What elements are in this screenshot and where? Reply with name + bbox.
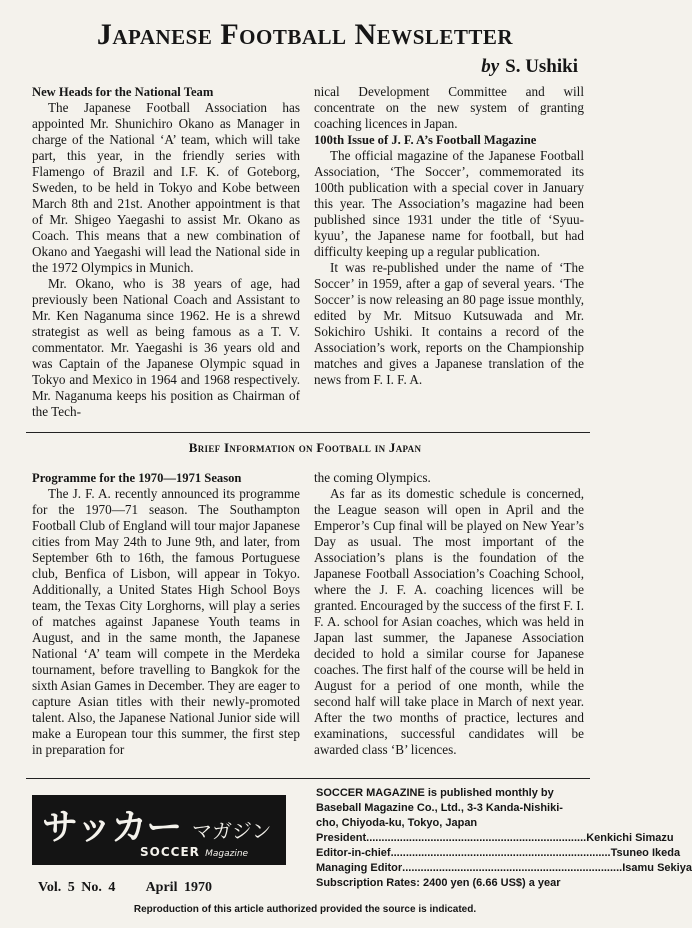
publisher-line: Baseball Magazine Co., Ltd., 3-3 Kanda-Nishiki- <box>316 802 563 814</box>
paragraph: As far as its domestic schedule is concerned, the League season will open in April and the Emperor’s Cup final will be played on New Year’s Day as usual. The most important of the Association’s plans is the foundation of the Japanese Football Association’s Coaching School, where the J. F. A. coaching licences will be granted. Encouraged by the success of the first F. I. F. A. school for Asian coaches, which was held in Japan last summer, the Japanese Association decided to hold a similar course for Japanese coaches. The first half of the course will be held in August for a period of one month, while the second half will take place in March of next year. After the two months of practice, lectures and examinations, successful candidates will be awarded class ‘B’ licences. <box>314 486 584 757</box>
article-heading: Programme for the 1970—1971 Season <box>32 471 242 485</box>
publisher-info <box>316 786 692 891</box>
article-heading: 100th Issue of J. F. A’s Football Magazine <box>314 133 537 147</box>
subscription-value: 2400 yen (6.66 US$) a year <box>422 877 561 889</box>
logo-brand-suffix: Magazine <box>205 849 249 859</box>
article-heading: New Heads for the National Team <box>32 85 214 99</box>
logo-kana: サッカー <box>42 807 182 848</box>
subscription-row <box>316 876 590 891</box>
issue-date: April 1970 <box>145 880 212 895</box>
paragraph: The Japanese Football Association has appointed Mr. Shunichiro Okano as Manager in charge of the National ‘A’ team, which will take part, this year, in the friendly series with Flamengo of Brazil and I.F. K. of Goteborg, Sweden, to be held in Tokyo and Kobe between March 8th and 21st. Another appointment is that of Mr. Shigeo Yaegashi to assist Mr. Okano as Coach. This means that a new combination of Okano and Yaegashi will lead the National side in the 1972 Olympics in Munich. <box>32 100 300 275</box>
subscription-label: Subscription Rates: <box>316 877 420 889</box>
staff-row: Managing Editor ........................................................................ Isamu Sekiya <box>316 862 692 874</box>
staff-row: Editor-in-chief ........................................................................ Tsuneo Ikeda <box>316 847 681 859</box>
divider <box>26 432 590 433</box>
publisher-line: SOCCER MAGAZINE is published monthly by <box>316 787 554 799</box>
paragraph: The J. F. A. recently announced its programme for the 1970—71 season. The Southampton Football Club of England will tour major Japanese cities from May 24th to June 9th, and later, from September 6th to 16th, the famous Portuguese club, Benfica of Lisbon, will appear in Tokyo. Additionally, a United States High School Boys team, the Texas City Lorghorns, will play a series of matches against Japanese Youth teams in August, and in the same month, the Japanese National ‘A’ team will compete in the Merdeka tournament, before travelling to Bangkok for the sixth Asian Games in December. They are eager to capture Asian titles with their newly-promoted talent. Also, the Japanese National Junior side will make a European tour this summer, the first step in preparation for <box>32 486 300 757</box>
byline-prefix: by <box>481 56 500 77</box>
logo-brand-name: SOCCER <box>140 845 200 859</box>
byline-author: S. Ushiki <box>505 56 578 77</box>
staff-name: Isamu Sekiya <box>622 862 692 874</box>
issue-line <box>38 880 212 896</box>
paragraph-continued: nical Development Committee and will concentrate on the new system of granting coaching licences in Japan. <box>314 84 584 131</box>
divider <box>26 778 590 779</box>
logo-brand <box>140 845 248 859</box>
staff-name: Kenkichi Simazu <box>586 832 674 844</box>
paragraph-continued: the coming Olympics. <box>314 470 431 485</box>
publisher-line: cho, Chiyoda-ku, Tokyo, Japan <box>316 817 478 829</box>
issue-volume: Vol. 5 No. 4 <box>38 880 116 895</box>
article-domestic <box>314 470 584 758</box>
staff-role: President <box>316 832 367 844</box>
paragraph: The official magazine of the Japanese Football Association, ‘The Soccer’, commemorated its 100th publication with a special cover in January this year. The Association’s magazine had been published since 1931 under the title of ‘Syuu-kyuu’, the Japanese name for football, but had difficulty keeping up a regular publication. <box>314 148 584 259</box>
staff-role: Managing Editor <box>316 862 403 874</box>
article-programme <box>32 470 300 758</box>
paragraph: It was re-published under the name of ‘The Soccer’ in 1959, after a gap of several years. ‘The Soccer’ is now releasing an 80 page issue monthly, edited by Mr. Mitsuo Kutsuwada and Mr. Sokichiro Ushiki. It contains a record of the Association’s work, reports on the Championship matches and gives a Japanese translation of the news from F. I. F. A. <box>314 260 584 387</box>
logo-kana-small: マガジン <box>192 819 272 843</box>
reproduction-notice: Reproduction of this article authorized provided the source is indicated. <box>133 904 477 915</box>
staff-name: Tsuneo Ikeda <box>610 847 681 859</box>
section-title: Brief Information on Football in Japan <box>188 440 422 455</box>
page-title: Japanese Football Newsletter <box>96 18 514 51</box>
staff-row: President ........................................................................ Kenkichi Simazu <box>316 832 674 844</box>
byline <box>481 56 578 78</box>
article-new-heads <box>32 84 300 420</box>
soccer-magazine-logo <box>32 795 286 865</box>
article-100th-issue <box>314 84 584 388</box>
staff-role: Editor-in-chief <box>316 847 391 859</box>
paragraph: Mr. Okano, who is 38 years of age, had previously been National Coach and Assistant to Mr. Ken Naganuma since 1962. He is a shrewd strategist as well as being famous as a T. V. commentator. Mr. Yaegashi is 36 years old and was Captain of the Japanese Olympic squad in Tokyo and Mexico in 1964 and 1968 respectively. Mr. Naganuma keeps his position as Chairman of the Tech- <box>32 276 300 419</box>
